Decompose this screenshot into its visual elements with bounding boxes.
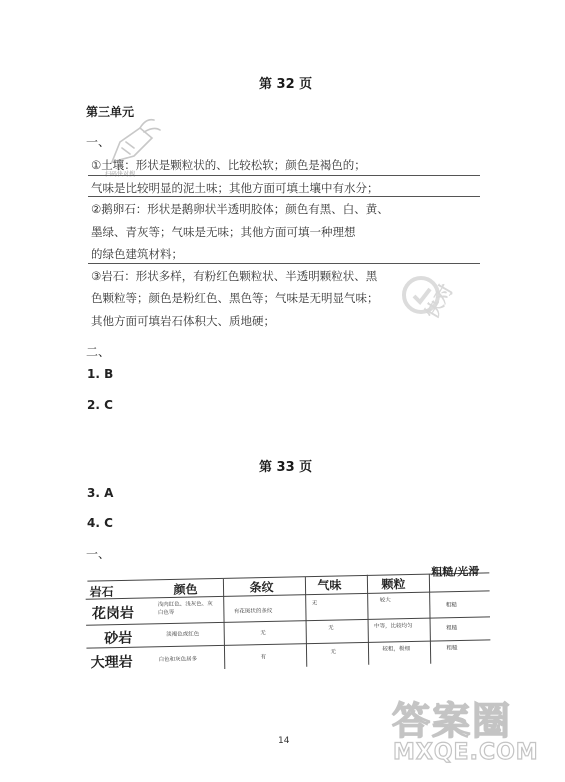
cell-smell: 无 [311, 600, 318, 607]
section-heading-3: 一、 [86, 547, 111, 561]
cell-color: 淡褐色或红色 [166, 631, 200, 638]
answer-2: 2. C [87, 398, 113, 412]
answer-line-3: ②鹅卵石：形状是鹅卵状半透明胶体；颜色有黑、白、黄、 [91, 202, 389, 216]
section-heading-1: 一、 [86, 135, 111, 149]
cell-grain: 较大 [379, 597, 391, 604]
section-heading-2: 二、 [86, 345, 111, 359]
header-grain: 颗粒 [381, 577, 406, 592]
answer-line-8: 其他方面可填岩石体积大、质地硬； [91, 314, 275, 328]
answer-line-7: 色颗粒等；颜色是粉红色、黑色等；气味是无明显气味； [91, 291, 379, 305]
answer-line-6: ③岩石：形状多样，有粉红色颗粒状、半透明颗粒状、黑 [91, 269, 378, 283]
answer-line-2: 气味是比较明显的泥土味；其他方面可填土壤中有水分； [91, 181, 379, 195]
cell-texture: 粗糙 [446, 645, 458, 652]
cell-color: 浅肉红色、浅灰色、灰白色等 [157, 601, 213, 617]
answer-line-5: 的绿色建筑材料； [91, 247, 183, 261]
header-smell: 气味 [317, 578, 342, 593]
row-name-marble: 大理岩 [90, 654, 133, 672]
row-name-sandstone: 砂岩 [104, 630, 133, 647]
header-texture: 粗糙/光滑 [431, 565, 480, 579]
underline [88, 263, 480, 264]
cell-smell: 无 [330, 649, 337, 656]
answer-circle-watermark: 答案圈 [392, 699, 513, 743]
cell-grain: 较粗，极细 [382, 646, 411, 653]
cell-streak: 有 [260, 654, 267, 661]
underline [88, 175, 480, 176]
cell-color: 白色和灰色居多 [158, 656, 198, 664]
cell-texture: 粗糙 [445, 602, 457, 609]
answer-4: 4. C [87, 516, 113, 530]
answer-line-4: 墨绿、青灰等；气味是无味；其他方面可填一种理想 [91, 225, 356, 239]
rock-table [83, 563, 495, 673]
header-rock: 岩石 [89, 584, 114, 600]
page-number: 14 [278, 736, 290, 746]
cell-streak: 无 [260, 630, 266, 637]
answer-line-1: ①土壤：形状是颗粒状的、比较松软；颜色是褐色的； [91, 158, 366, 172]
answer-3: 3. A [87, 486, 114, 500]
mxqe-watermark: MXQE.COM [393, 740, 539, 765]
header-color: 颜色 [173, 582, 198, 597]
header-streak: 条纹 [249, 580, 274, 595]
page-title-32: 第 32 页 [259, 77, 313, 92]
kuaidui-watermark: 快对 [421, 280, 458, 323]
cell-grain: 中等，比较均匀 [374, 623, 413, 630]
cell-texture: 粗糙 [446, 625, 458, 632]
cell-smell: 无 [328, 625, 334, 632]
page-title-33: 第 33 页 [259, 460, 313, 475]
answer-1: 1. B [87, 367, 114, 381]
cell-streak: 有花斑状的条纹 [233, 608, 273, 615]
underline [88, 196, 480, 197]
unit-heading: 第三单元 [86, 105, 135, 119]
stamp-caption: 扫码快对搜 [105, 171, 136, 178]
row-name-granite: 花岗岩 [91, 605, 135, 623]
